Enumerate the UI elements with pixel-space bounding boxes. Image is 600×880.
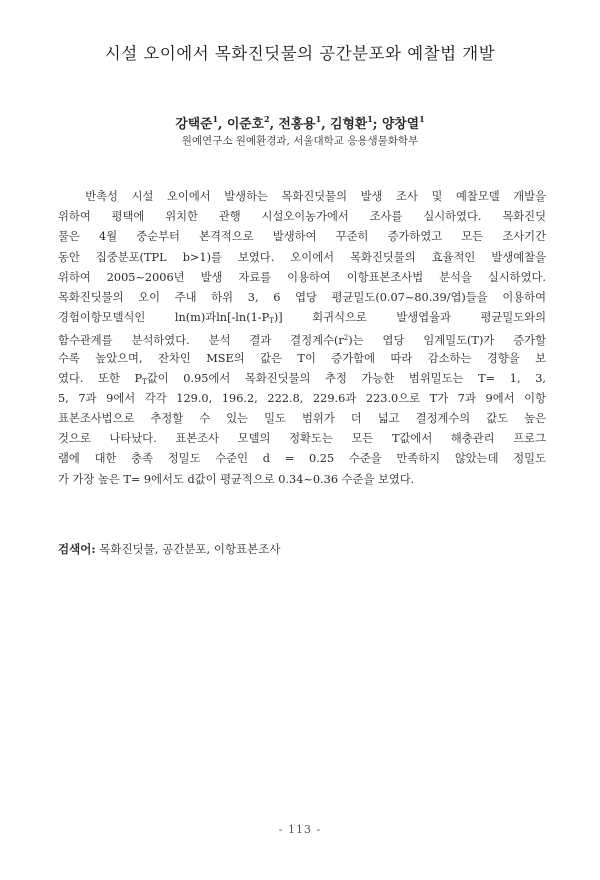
abstract-line: 물은 4월 중순부터 본격적으로 발생하여 꾸준히 증가하였고 모든 조사기간 (58, 230, 546, 244)
paper-title: 시설 오이에서 목화진딧물의 공간분포와 예찰법 개발 (104, 44, 496, 63)
abstract-line: 였다. 또한 $P_T$값이 0.95에서 목화진딧물의 추정 가능한 범위밀도는 T= 1, 3, (58, 371, 546, 386)
affiliation: 원예연구소 원예환경과, 서울대학교 응용생물화학부 (181, 135, 419, 147)
abstract-line: 목화진딧물의 오이 주내 하위 3, 6 엽당 평균밀도(0.07~80.39/엽)들을 이용하여 (58, 290, 546, 304)
page-number: - 113 - (278, 823, 322, 836)
abstract-line: 것으로 나타났다. 표본조사 모델의 정확도는 모든 T값에서 해충관리 프로그 (58, 432, 546, 446)
abstract-line: 함수관계를 분석하였다. 분석 결과 결정계수$(r^2)$는 엽당 임계밀도(T)가 증가할 (58, 334, 547, 348)
keywords-list: 목화진딧물, 공간분포, 이항표본조사 (99, 542, 281, 556)
abstract-line: 경험이항모델식인 ln(m)과$\ln[-\ln(1-P_T)]$ 회귀식으로 발생엽율과 평균밀도와의 (58, 311, 546, 326)
author: 이준호$^2$, (226, 114, 279, 132)
abstract-line: 반촉성 시설 오이에서 발생하는 목화진딧물의 발생 조사 및 예찰모델 개발을 (85, 190, 546, 203)
abstract-line: 램에 대한 충족 정밀도 수준인 d = 0.25 수준을 만족하지 않았는데 정밀도 (58, 452, 546, 466)
abstract-line: 5, 7과 9에서 각각 129.0, 196.2, 222.8, 229.6과 223.0으로 T가 7과 9에서 이항 (58, 391, 546, 405)
keywords (58, 541, 281, 557)
keywords-label: 검색어: (58, 542, 96, 556)
author: 전홍용$^1$, (278, 114, 331, 132)
abstract-line: 위하여 평택에 위치한 관행 시설오이농가에서 조사를 실시하였다. 목화진딧 (58, 210, 546, 224)
author-list (0, 113, 600, 132)
abstract-line: 표본조사법으로 추정할 수 있는 밀도 범위가 더 넓고 결정계수의 값도 높은 (58, 412, 546, 426)
abstract-line: 동안 집중분포(TPL b>1)를 보였다. 오이에서 목화진딧물의 효율적인 발생예찰을 (58, 250, 546, 264)
abstract-body (58, 187, 546, 490)
author: 김형환$^1$; (330, 114, 382, 132)
abstract-line: 가 가장 높은 T= 9에서도 d값이 평균적으로 0.34~0.36 수준을 보였다. (58, 472, 415, 486)
abstract-line: 위하여 2005~2006년 발생 자료를 이용하여 이항표본조사법 분석을 실시하였다. (58, 270, 546, 284)
author: 양창열$^1$ (381, 114, 425, 132)
abstract-line: 수록 높았으며, 잔차인 MSE의 값은 T이 증가함에 따라 감소하는 경향을 보 (58, 351, 546, 365)
author: 강택준$^1$, (175, 114, 227, 132)
